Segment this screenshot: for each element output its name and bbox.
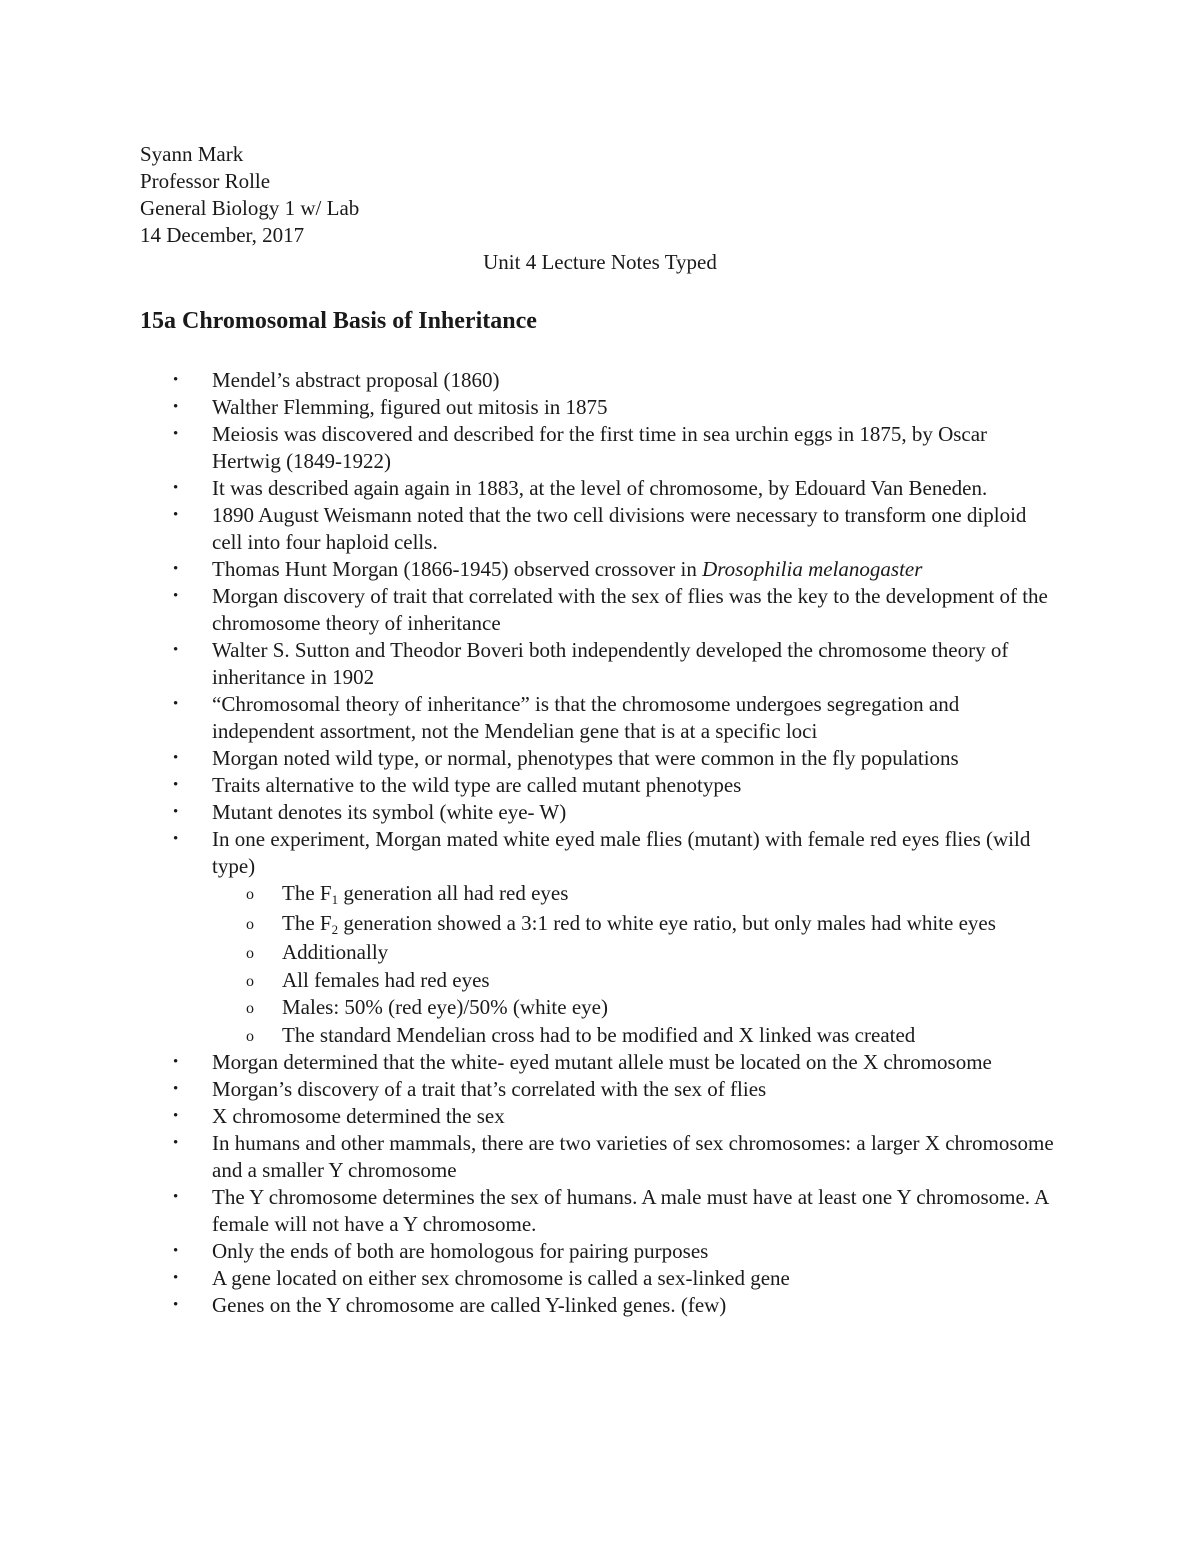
list-item: • Traits alternative to the wild type are called mutant phenotypes [173,773,742,797]
sub-list-item: o All females had red eyes [212,967,1060,995]
bullet-icon: • [173,1054,179,1070]
list-item: • Morgan determined that the white- eyed mutant allele must be located on the X chromosome [173,1050,992,1074]
list-item: • Thomas Hunt Morgan (1866-1945) observed crossover in Drosophilia melanogaster [173,557,923,581]
bullet-icon: • [173,480,179,496]
sub-bullet-icon: o [246,1000,254,1017]
sub-list-item: o Additionally [212,939,1060,967]
bullet-icon: • [173,642,179,658]
bullet-icon: • [173,1189,179,1205]
list-item: • X chromosome determined the sex [173,1104,505,1128]
bullet-icon: • [173,1081,179,1097]
bullet-icon: • [173,588,179,604]
bullet-icon: • [173,1135,179,1151]
list-item: • Morgan’s discovery of a trait that’s correlated with the sex of flies [173,1077,767,1101]
sub-bullet-icon: o [246,915,254,933]
bullet-icon: • [173,399,179,415]
list-item: • Morgan discovery of trait that correlated with the sex of flies was the key to the development of the chromosome theory of inheritance [173,584,1048,635]
bullet-icon: • [173,426,179,442]
bullet-icon: • [173,372,179,388]
list-item: • Walther Flemming, figured out mitosis in 1875 [173,395,608,419]
sub-bullet-icon: o [246,886,254,903]
bullet-icon: • [173,1243,179,1259]
list-item: • The Y chromosome determines the sex of humans. A male must have at least one Y chromosome. A female will not have a Y chromosome. [173,1185,1049,1236]
professor-name: Professor Rolle [140,169,271,193]
list-item: • Genes on the Y chromosome are called Y-linked genes. (few) [173,1293,727,1317]
bullet-icon: • [173,561,179,577]
list-item: • In one experiment, Morgan mated white eyed male flies (mutant) with female red eyes flies (wild type) o The $F_1$ generation all had red eyes o The $F_2$ generation showed a 3:1 red to white eye ratio, but only males had white eyes o Additionally o All females had red eyes o Males: 50% (red eye)/50% (white eye) o The standard Mendelian cross had to be modified and X linked was created [140,826,1060,1049]
sub-bullet-icon: o [246,945,254,962]
course-name: General Biology 1 w/ Lab [140,196,360,220]
bullet-icon: • [173,696,179,712]
sub-list-item: o Males: 50% (red eye)/50% (white eye) [212,994,1060,1022]
bullet-icon: • [173,831,179,847]
list-item: • Mendel’s abstract proposal (1860) [173,368,500,392]
list-item: • Meiosis was discovered and described for the first time in sea urchin eggs in 1875, by Oscar Hertwig (1849-1922) [173,422,988,473]
document-title: Unit 4 Lecture Notes Typed [483,250,717,274]
bullet-list [140,367,1060,1319]
sub-list-item: o The standard Mendelian cross had to be modified and X linked was created [212,1022,1060,1050]
sub-bullet-icon: o [246,972,254,990]
document-date: 14 December, 2017 [140,223,305,247]
section-heading: 15a Chromosomal Basis of Inheritance [140,308,537,334]
sub-list [212,880,1060,1049]
list-item: • In humans and other mammals, there are two varieties of sex chromosomes: a larger X chromosome and a smaller Y chromosome [173,1131,1054,1182]
list-item: • It was described again again in 1883, at the level of chromosome, by Edouard Van Beneden. [173,476,988,500]
bullet-icon: • [173,804,179,820]
list-item: • Walter S. Sutton and Theodor Boveri both independently developed the chromosome theory of inheritance in 1902 [173,638,1009,689]
student-name: Syann Mark [140,142,244,166]
bullet-icon: • [173,507,179,523]
bullet-icon: • [173,1297,179,1313]
bullet-icon: • [173,1270,179,1286]
list-item: • “Chromosomal theory of inheritance” is that the chromosome undergoes segregation and independent assortment, not the Mendelian gene that is at a specific loci [173,692,960,743]
species-name: Drosophilia melanogaster [702,557,923,581]
sub-list-item: o The $F_2$ generation showed a 3:1 red to white eye ratio, but only males had white eyes [246,910,996,937]
document-page [140,141,1060,1317]
bullet-icon: • [173,1108,179,1124]
list-item: • Mutant denotes its symbol (white eye- W) [173,800,567,824]
bullet-icon: • [173,777,179,793]
sub-list-item: o The $F_1$ generation all had red eyes [246,881,569,907]
list-item: • A gene located on either sex chromosome is called a sex-linked gene [173,1266,790,1290]
list-item: • Morgan noted wild type, or normal, phenotypes that were common in the fly populations [173,746,959,770]
list-item: • 1890 August Weismann noted that the two cell divisions were necessary to transform one diploid cell into four haploid cells. [173,503,1027,554]
list-item: • Only the ends of both are homologous for pairing purposes [173,1239,709,1263]
sub-bullet-icon: o [246,1027,254,1045]
bullet-icon: • [173,750,179,766]
